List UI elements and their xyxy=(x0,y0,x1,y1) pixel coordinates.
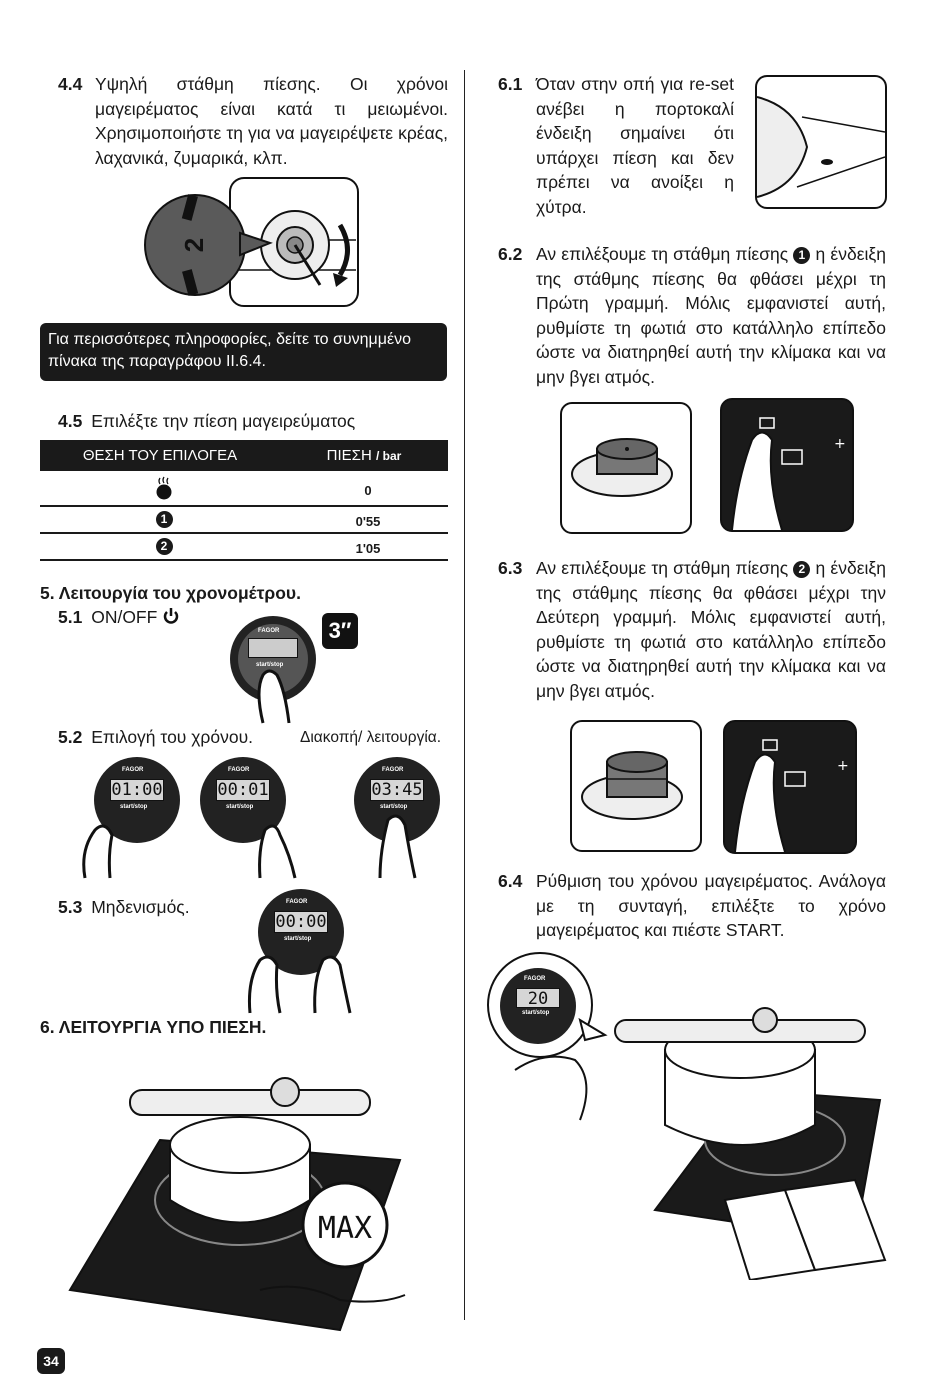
section-num: 6.1 xyxy=(498,74,523,94)
section-text: Επιλογή του χρόνου. xyxy=(91,727,254,747)
level-number: 1 xyxy=(793,247,810,264)
hold-3s-badge: 3″ xyxy=(322,613,358,649)
valve-illustration xyxy=(560,402,692,534)
level-number: 2 xyxy=(793,561,810,578)
table-header xyxy=(40,440,448,471)
position-number: 1 xyxy=(156,511,173,528)
section-5-1 xyxy=(58,607,180,628)
pressure-value: 1'05 xyxy=(355,541,381,556)
col-pressure-label: ΠΙΕΣΗ xyxy=(326,447,372,464)
timer-startstop: start/stop xyxy=(120,804,148,810)
section-num: 5.2 xyxy=(58,727,83,747)
timer-display: 00:00 xyxy=(275,912,327,932)
section-text: Μηδενισμός. xyxy=(91,897,190,917)
page-number: 34 xyxy=(37,1348,65,1374)
timer-device xyxy=(500,968,576,1044)
timer-startstop: start/stop xyxy=(284,936,312,942)
cooktop-touch-illustration xyxy=(723,720,857,854)
timer-brand: FAGOR xyxy=(122,767,144,773)
pressure-value: 0'55 xyxy=(355,514,381,529)
section-num: 4.5 xyxy=(58,411,83,431)
position-number: 2 xyxy=(156,538,173,555)
section-6-2 xyxy=(498,242,886,389)
timer-display: 20 xyxy=(516,988,560,1008)
max-label: MAX xyxy=(317,1211,373,1246)
pressure-value: 0 xyxy=(364,482,372,498)
col-pressure xyxy=(280,447,448,464)
section-num: 6.4 xyxy=(498,871,523,891)
timer-startstop: start/stop xyxy=(256,662,284,668)
section-5-title: 5. Λειτουργία του χρονομέτρου. xyxy=(40,583,301,603)
two-finger-press-icon xyxy=(245,950,355,1015)
steam-icon xyxy=(40,476,288,500)
col-selector-position: ΘΕΣΗ ΤΟΥ ΕΠΙΛΟΓΕΑ xyxy=(82,447,238,464)
table-row xyxy=(40,471,448,507)
section-6-title: 6. ΛΕΙΤΟΥΡΓΙΑ ΥΠΟ ΠΙΕΣΗ. xyxy=(40,1017,267,1037)
info-note: Για περισσότερες πληροφορίες, δείτε το συνημμένο πίνακα της παραγράφου II.6.4. xyxy=(40,323,447,381)
timer-startstop: start/stop xyxy=(522,1010,550,1016)
table-row xyxy=(40,507,448,534)
column-divider xyxy=(464,70,465,1320)
section-text-pre: Αν επιλέξουμε τη στάθμη πίεσης xyxy=(536,558,789,578)
section-text: Επιλέξτε την πίεση μαγειρεύματος xyxy=(91,411,356,431)
pressure-table xyxy=(40,440,448,561)
timer-brand: FAGOR xyxy=(286,899,308,905)
section-4-4 xyxy=(58,72,448,170)
timer-display: 01:00 xyxy=(111,780,163,800)
section-num: 6.3 xyxy=(498,558,523,578)
timer-display: 00:01 xyxy=(217,780,269,800)
section-text: Υψηλή στάθμη πίεσης. Οι χρόνοι μαγειρέματος είναι κατά τι μειωμένοι. Χρησιμοποιήστε τη για να μαγειρέψετε κρέας, λαχανικά, ζυμαρικά, κλπ. xyxy=(95,74,448,168)
section-num: 4.4 xyxy=(58,74,83,94)
section-text-pre: Αν επιλέξουμε τη στάθμη πίεσης xyxy=(536,244,789,264)
timer-brand: FAGOR xyxy=(228,767,250,773)
section-4-5 xyxy=(58,411,355,432)
section-text-post: η ένδειξη της στάθμης πίεσης θα φθάσει μέχρι τη Πρώτη γραμμή. Μόλις εμφανιστεί αυτή, ρυθμίστε τη φωτιά στο κατάλληλο επίπεδο ώστε να διατηρηθεί αυτή την κλίμακα και να μην βγει ατμός. xyxy=(536,244,886,387)
pause-resume-label: Διακοπή/ λειτουργία. xyxy=(300,729,442,746)
section-text: Όταν στην οπή για re-set ανέβει η πορτοκαλί ένδειξη σημαίνει ότι υπάρχει πίεση και δεν πρέπει να ανοίξει η χύτρα. xyxy=(536,74,734,217)
pressure-dial-illustration xyxy=(140,175,365,310)
dial-mark: 2 xyxy=(179,237,209,253)
col-pressure-unit: / bar xyxy=(375,449,402,463)
svg-text:+: + xyxy=(834,436,846,452)
timer-display: 03:45 xyxy=(371,780,423,800)
section-5-2 xyxy=(58,727,253,748)
cooktop-touch-illustration xyxy=(720,398,854,532)
section-6-3 xyxy=(498,556,886,703)
reset-hole-illustration xyxy=(755,75,887,209)
section-text: ON/OFF xyxy=(91,607,158,627)
section-text: Ρύθμιση του χρόνου μαγειρέματος. Ανάλογα με τη συνταγή, επιλέξτε το χρόνο μαγειρέματος και πιέστε START. xyxy=(536,871,886,940)
section-num: 5.1 xyxy=(58,607,83,627)
table-row xyxy=(40,534,448,561)
timer-brand: FAGOR xyxy=(382,767,404,773)
valve-illustration xyxy=(570,720,702,852)
power-icon xyxy=(162,607,180,625)
finger-press-icon xyxy=(255,665,305,725)
section-5-3 xyxy=(58,897,190,918)
timer-startstop: start/stop xyxy=(380,804,408,810)
svg-text:+: + xyxy=(837,758,849,774)
section-num: 5.3 xyxy=(58,897,83,917)
finger-press-icons xyxy=(80,810,460,880)
section-6-4 xyxy=(498,869,886,943)
timer-brand: FAGOR xyxy=(524,976,546,982)
section-text-post: η ένδειξη της στάθμης πίεσης θα φθάσει μέχρι την Δεύτερη γραμμή. Μόλις εμφανιστεί αυτή, ρυθμίστε τη φωτιά στο κατάλληλο επίπεδο ώστε να διατηρηθεί αυτή την κλίμακα και να μην βγει ατμός. xyxy=(536,558,886,701)
section-num: 6.2 xyxy=(498,244,523,264)
timer-startstop: start/stop xyxy=(226,804,254,810)
timer-display xyxy=(248,638,298,658)
pressure-cooker-cooktop-illustration xyxy=(60,1050,420,1340)
timer-brand: FAGOR xyxy=(258,628,280,634)
section-6-1 xyxy=(498,72,734,219)
